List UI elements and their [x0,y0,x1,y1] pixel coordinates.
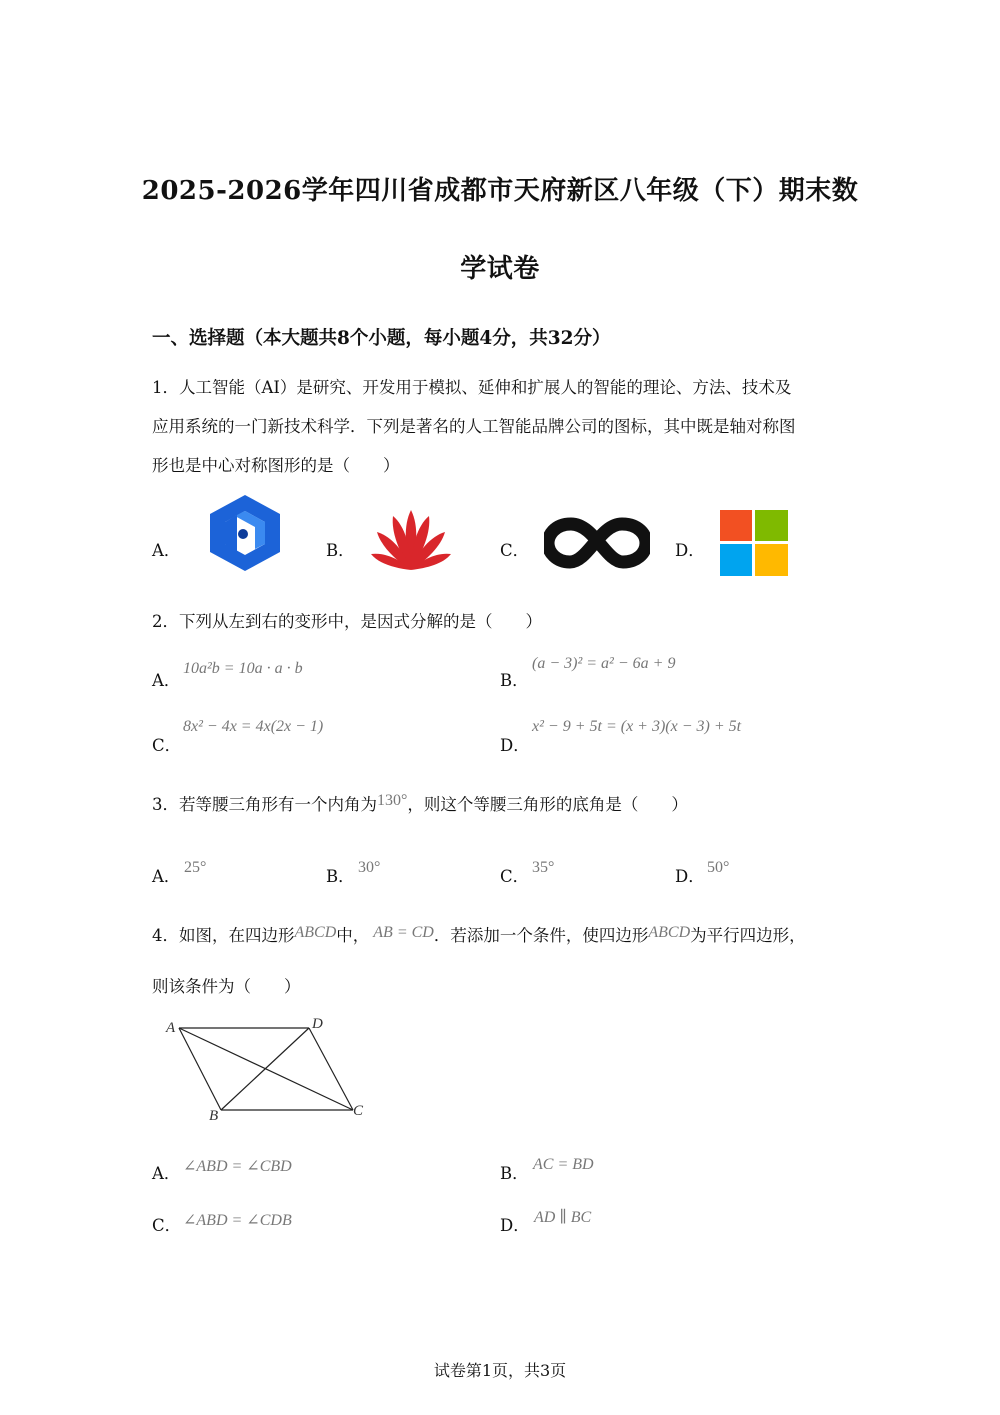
q4-option-d: AD ∥ BC [534,1209,592,1226]
q4-m3: ABCD [648,924,691,941]
q2-stem: 2．下列从左到右的变形中，是因式分解的是（ ） [152,612,542,631]
q1-option-a-label: A． [152,541,181,560]
q1-stem-line1: 1．人工智能（AI）是研究、开发用于模拟、延伸和扩展人的智能的理论、方法、技术及 [152,378,792,397]
q3-option-d-label: D． [675,867,705,886]
q3-angle: 130° [377,792,408,809]
q4-option-b-label: B． [500,1164,529,1183]
q4-stem-line2: 则该条件为（ ） [152,977,301,996]
q1-stem-line2: 应用系统的一门新技术科学．下列是著名的人工智能品牌公司的图标，其中既是轴对称图 [152,417,796,436]
q3-option-b: 30° [358,859,381,876]
q4-option-d-label: D． [500,1216,530,1235]
petal-fan-logo-icon [369,508,453,572]
infinity-logo-icon [544,516,650,570]
q4-stem-line1 [152,924,806,945]
q4-option-c-label: C． [152,1216,182,1235]
q3-stem-b: ，则这个等腰三角形的底角是（ ） [407,795,688,814]
vertex-d-label: D [312,1016,323,1032]
q2-option-b-label: B． [500,671,529,690]
q4-option-c: ∠ABD = ∠CDB [183,1212,292,1229]
q3-option-a: 25° [184,859,207,876]
q3-stem [152,792,688,814]
q2-option-d: x² − 9 + 5t = (x + 3)(x − 3) + 5t [532,718,742,735]
q3-stem-a: 3．若等腰三角形有一个内角为 [152,795,377,814]
q1-option-d-label: D． [675,541,705,560]
q3-option-c: 35° [532,859,555,876]
q4-m2: AB = CD [373,924,434,941]
page-title-line1: 2025-2026学年四川省成都市天府新区八年级（下）期末数 [141,176,859,206]
quadrilateral-figure [160,1010,380,1126]
q3-option-b-label: B． [326,867,355,886]
q1-stem-line3: 形也是中心对称图形的是（ ） [152,456,400,475]
q4-s3: ．若添加一个条件，使四边形 [433,926,649,945]
q4-s2: 中， [336,926,370,945]
vertex-a-label: A [166,1020,176,1036]
q1-option-c-label: C． [500,541,530,560]
q2-option-c: 8x² − 4x = 4x(2x − 1) [183,718,324,735]
q4-s1: 4．如图，在四边形 [152,926,295,945]
vertex-b-label: B [209,1108,219,1124]
q4-option-b: AC = BD [533,1156,594,1173]
q2-option-a-label: A． [152,671,181,690]
four-squares-logo-icon [720,510,788,576]
q1-option-b-label: B． [326,541,355,560]
q2-option-c-label: C． [152,736,182,755]
q2-option-b: (a − 3)² = a² − 6a + 9 [532,655,676,672]
page-title-line2: 学试卷 [460,254,540,284]
q4-s4: 为平行四边形， [690,926,806,945]
q4-m1: ABCD [294,924,337,941]
q4-option-a-label: A． [152,1164,181,1183]
q2-option-d-label: D． [500,736,530,755]
q3-option-d: 50° [707,859,730,876]
section-heading: 一、选择题（本大题共8个小题，每小题4分，共32分） [152,328,611,349]
page-footer: 试卷第1页，共3页 [433,1361,567,1380]
q3-option-a-label: A． [152,867,181,886]
q4-option-a: ∠ABD = ∠CBD [183,1158,292,1175]
q3-option-c-label: C． [500,867,530,886]
q2-option-a: 10a²b = 10a · a · b [183,660,303,677]
vertex-c-label: C [353,1103,364,1119]
hexagon-cube-logo-icon [207,493,283,573]
